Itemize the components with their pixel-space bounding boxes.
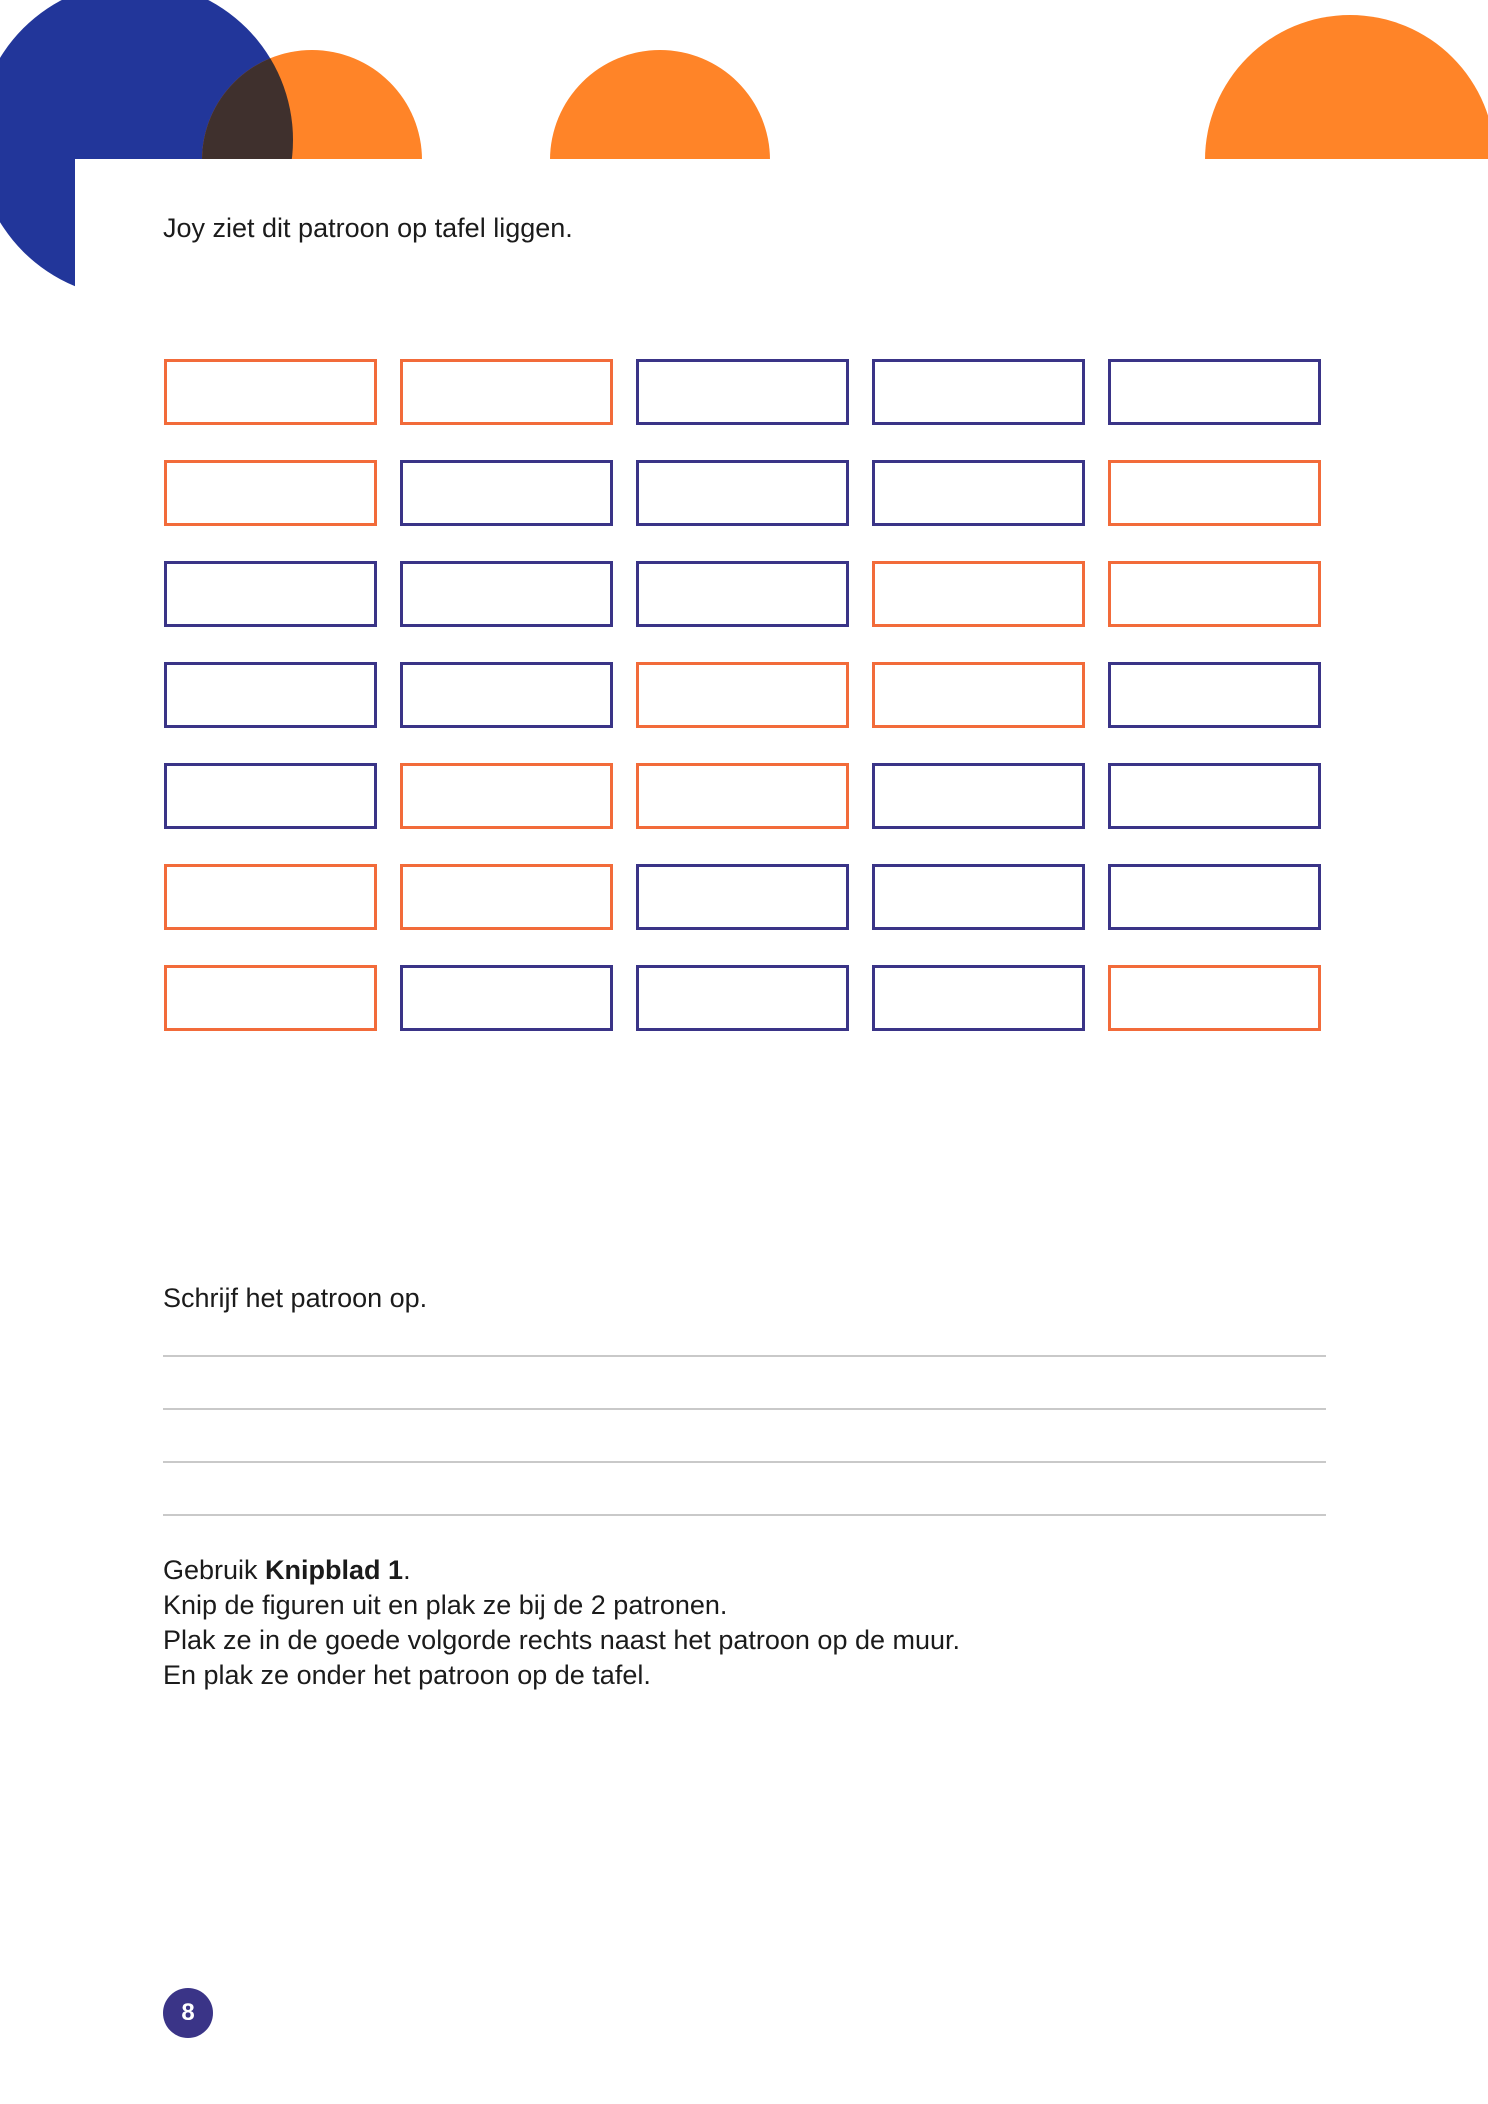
pattern-rectangle-orange bbox=[636, 763, 849, 829]
pattern-rectangle-orange bbox=[400, 864, 613, 930]
pattern-rectangle-orange bbox=[1108, 561, 1321, 627]
pattern-rectangle-orange bbox=[400, 359, 613, 425]
instruction-suffix: . bbox=[403, 1555, 411, 1585]
pattern-grid bbox=[164, 359, 1321, 1031]
instruction-line-1 bbox=[163, 1553, 960, 1588]
answer-line[interactable] bbox=[163, 1355, 1326, 1357]
pattern-rectangle-navy bbox=[636, 460, 849, 526]
pattern-rectangle-navy bbox=[636, 359, 849, 425]
write-prompt: Schrijf het patroon op. bbox=[163, 1283, 428, 1313]
answer-lines[interactable] bbox=[163, 1355, 1326, 1567]
instruction-line-3: Plak ze in de goede volgorde rechts naast het patroon op de muur. bbox=[163, 1625, 961, 1655]
answer-line[interactable] bbox=[163, 1514, 1326, 1516]
pattern-rectangle-navy bbox=[164, 763, 377, 829]
pattern-rectangle-orange bbox=[636, 662, 849, 728]
pattern-rectangle-orange bbox=[1108, 965, 1321, 1031]
answer-line[interactable] bbox=[163, 1461, 1326, 1463]
pattern-rectangle-orange bbox=[1108, 460, 1321, 526]
pattern-rectangle-navy bbox=[872, 359, 1085, 425]
answer-line[interactable] bbox=[163, 1408, 1326, 1410]
header-decoration bbox=[0, 0, 1488, 300]
pattern-rectangle-orange bbox=[164, 359, 377, 425]
pattern-rectangle-orange bbox=[400, 763, 613, 829]
pattern-rectangle-navy bbox=[400, 662, 613, 728]
pattern-rectangle-navy bbox=[872, 864, 1085, 930]
pattern-rectangle-navy bbox=[872, 965, 1085, 1031]
pattern-rectangle-orange bbox=[164, 460, 377, 526]
instruction-bold: Knipblad 1 bbox=[265, 1555, 404, 1585]
pattern-rectangle-navy bbox=[636, 965, 849, 1031]
pattern-rectangle-orange bbox=[164, 965, 377, 1031]
intro-text: Joy ziet dit patroon op tafel liggen. bbox=[163, 213, 573, 243]
instruction-line-2: Knip de figuren uit en plak ze bij de 2 patronen. bbox=[163, 1590, 728, 1620]
pattern-rectangle-navy bbox=[1108, 864, 1321, 930]
pattern-rectangle-navy bbox=[1108, 763, 1321, 829]
pattern-rectangle-navy bbox=[164, 561, 377, 627]
pattern-rectangle-navy bbox=[400, 460, 613, 526]
pattern-rectangle-navy bbox=[164, 662, 377, 728]
instruction-prefix: Gebruik bbox=[163, 1555, 266, 1585]
pattern-rectangle-navy bbox=[872, 460, 1085, 526]
pattern-rectangle-navy bbox=[1108, 662, 1321, 728]
pattern-rectangle-navy bbox=[636, 864, 849, 930]
pattern-rectangle-orange bbox=[872, 561, 1085, 627]
page-number: 8 bbox=[163, 1988, 213, 2038]
pattern-rectangle-orange bbox=[872, 662, 1085, 728]
instructions bbox=[163, 1553, 960, 1693]
pattern-rectangle-orange bbox=[164, 864, 377, 930]
pattern-rectangle-navy bbox=[636, 561, 849, 627]
pattern-rectangle-navy bbox=[400, 965, 613, 1031]
decorative-shapes bbox=[0, 0, 1488, 300]
pattern-rectangle-navy bbox=[1108, 359, 1321, 425]
pattern-rectangle-navy bbox=[400, 561, 613, 627]
instruction-line-4: En plak ze onder het patroon op de tafel. bbox=[163, 1660, 651, 1690]
pattern-rectangle-navy bbox=[872, 763, 1085, 829]
